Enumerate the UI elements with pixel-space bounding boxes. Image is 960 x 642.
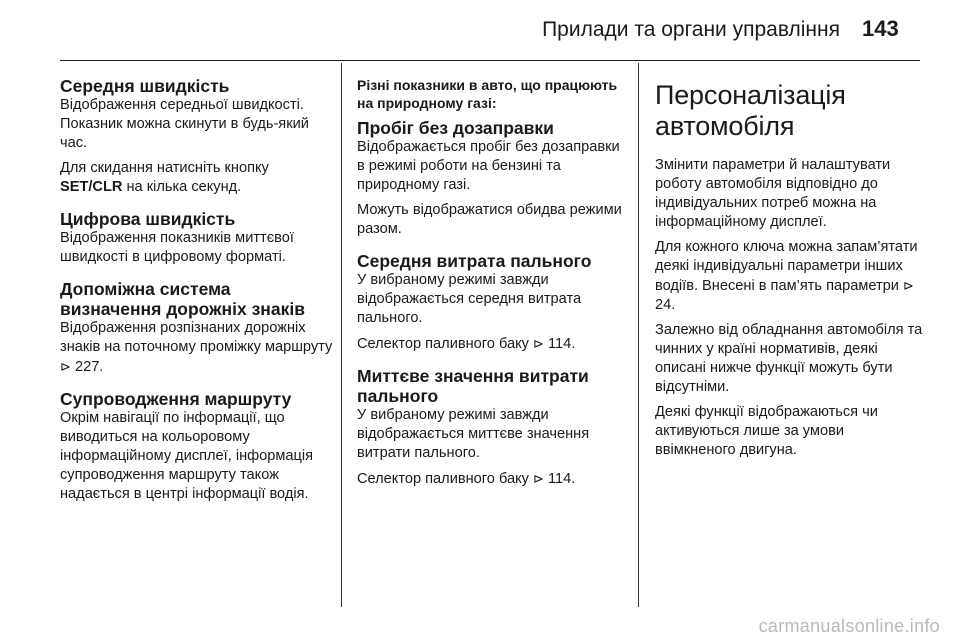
text: на кілька секунд. [122,179,242,195]
column-1 [60,76,334,516]
paragraph: Відображення показників миттєвої швидкості в цифровому форматі. [60,230,294,265]
section-average-speed [60,76,334,197]
section-route-guidance [60,389,334,504]
text: Для скидання натисніть кнопку [60,160,269,176]
column-2 [357,76,629,501]
section-heading: Допоміжна система визначення дорожніх знаків [60,279,305,319]
page-reference-icon: ⊳ [903,278,914,293]
text: Для кожного ключа можна запам’ятати деякі індивідуальні параметри інших водіїв. Внесені в пам’ять параметри [655,239,918,294]
section-heading: Середня швидкість [60,76,230,96]
section-heading: Середня витрата пального [357,251,592,271]
column-3 [655,76,923,466]
section-heading: Цифрова швидкість [60,209,236,229]
section-heading: Супроводження маршруту [60,389,292,409]
section-heading: Миттєве значення витрати пального [357,366,589,406]
chapter-heading: Персоналізація автомобіля [655,80,846,141]
paragraph [60,319,334,377]
section-traffic-sign-assistant [60,279,334,377]
paragraph [655,238,923,315]
page-reference-link[interactable]: 114. [543,471,576,487]
paragraph: Можуть відображатися обидва режими разом. [357,202,622,237]
section-heading: Пробіг без дозаправки [357,118,554,138]
paragraph: У вибраному режимі завжди відображається миттєве значення витрати пального. [357,407,590,461]
paragraph: У вибраному режимі завжди відображається середня витрата пального. [357,272,582,326]
section-average-consumption [357,251,629,354]
section-digital-speed [60,209,334,267]
column-divider-1 [341,63,342,607]
paragraph [357,334,629,354]
paragraph: Відображення середньої швидкості. Показник можна скинути в будь-який час. [60,97,309,151]
page-reference-link[interactable]: 24. [655,297,676,313]
page-reference-link[interactable]: 114. [543,336,576,352]
page-header-title: Прилади та органи управління [542,18,840,41]
column-divider-2 [638,63,639,607]
page-reference-icon: ⊳ [60,359,71,374]
paragraph [357,469,629,489]
intro-heading: Різні показники в авто, що працюють на природному газі: [357,77,618,111]
section-instant-consumption [357,366,629,489]
text: Відображення розпізнаних дорожніх знаків на поточному проміжку маршруту [60,320,333,355]
page-reference-icon: ⊳ [533,471,544,486]
text: Селектор паливного баку [357,336,529,352]
paragraph: Відображається пробіг без дозаправки в режимі роботи на бензині та природному газі. [357,139,620,193]
button-keyword: SET/CLR [60,179,123,195]
paragraph [60,159,334,197]
header-divider [60,60,920,61]
paragraph: Залежно від обладнання автомобіля та чинних у країні нормативів, деякі описані нижче функції можуть бути відсутніми. [655,322,923,395]
page-number: 143 [862,16,899,41]
text: Селектор паливного баку [357,471,529,487]
page-reference-link[interactable]: 227. [70,359,104,375]
watermark: carmanualsonline.info [758,616,940,636]
paragraph: Окрім навігації по інформації, що виводиться на кольоровому інформаційному дисплеї, інформація супроводження маршруту також надається в центрі інформації водія. [60,410,314,502]
page-reference-icon: ⊳ [533,336,544,351]
paragraph: Деякі функції відображаються чи активуються лише за умови ввімкненого двигуна. [655,404,878,458]
section-range [357,118,629,239]
paragraph: Змінити параметри й налаштувати роботу автомобіля відповідно до індивідуальних потреб можна на інформаційному дисплеї. [655,157,891,230]
